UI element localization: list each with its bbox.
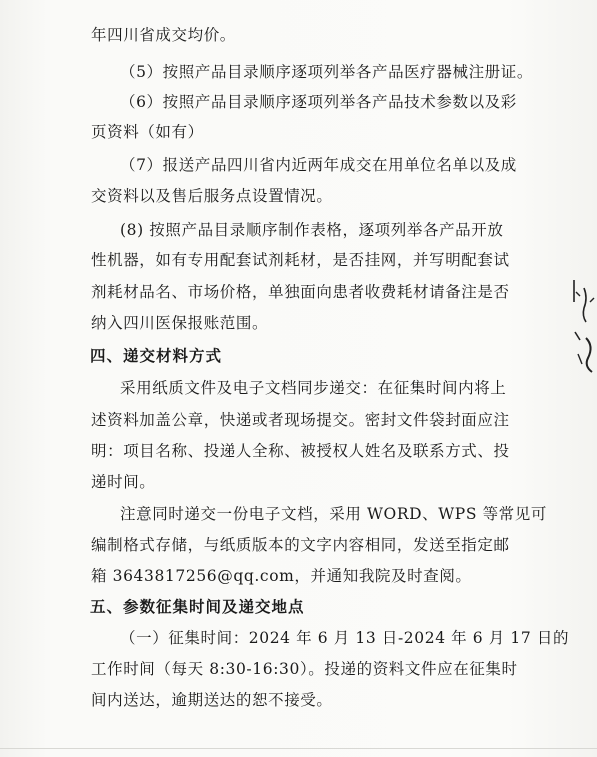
section-heading-time-and-place: 五、参数征集时间及递交地点 (90, 597, 305, 616)
text-line: 剂耗材品名、市场价格，单独面向患者收费耗材请备注是否 (91, 283, 510, 301)
text-line: 交资料以及售后服务点设置情况。 (91, 187, 333, 205)
text-line: 纳入四川医保报账范围。 (91, 314, 269, 332)
seal-edge-mark (570, 272, 597, 382)
text-line: （7）报送产品四川省内近两年成交在用单位名单以及成 (120, 156, 517, 174)
text-line: 间内送达，逾期送达的恕不接受。 (91, 691, 333, 709)
text-line: 采用纸质文件及电子文档同步递交：在征集时间内将上 (120, 379, 507, 397)
text-line: 年四川省成交均价。 (91, 26, 236, 44)
text-line: 编制格式存储，与纸质版本的文字内容相同，发送至指定邮 (91, 536, 510, 554)
text-line: 递时间。 (91, 473, 156, 491)
text-line: （一）征集时间：2024 年 6 月 13 日-2024 年 6 月 17 日的 (120, 629, 570, 647)
text-line: 性机器，如有专用配套试剂耗材，是否挂网，并写明配套试 (91, 251, 510, 269)
page-bottom-edge (0, 748, 597, 749)
text-line: 页资料（如有） (91, 123, 204, 141)
text-line: 工作时间（每天 8:30-16:30）。投递的资料文件应在征集时 (91, 660, 518, 678)
text-line: 述资料加盖公章，快递或者现场提交。密封文件袋封面应注 (91, 411, 510, 429)
email-line: 箱 3643817256@qq.com，并通知我院及时查阅。 (91, 567, 472, 585)
text-line: （6）按照产品目录顺序逐项列举各产品技术参数以及彩 (120, 93, 517, 111)
section-heading-submission-method: 四、递交材料方式 (90, 346, 223, 365)
text-line: (8) 按照产品目录顺序制作表格，逐项列举各产品开放 (120, 221, 504, 239)
text-line: （5）按照产品目录顺序逐项列举各产品医疗器械注册证。 (120, 63, 533, 81)
text-line: 明：项目名称、投递人全称、被授权人姓名及联系方式、投 (91, 442, 510, 460)
text-line: 注意同时递交一份电子文档，采用 WORD、WPS 等常见可 (120, 505, 547, 523)
